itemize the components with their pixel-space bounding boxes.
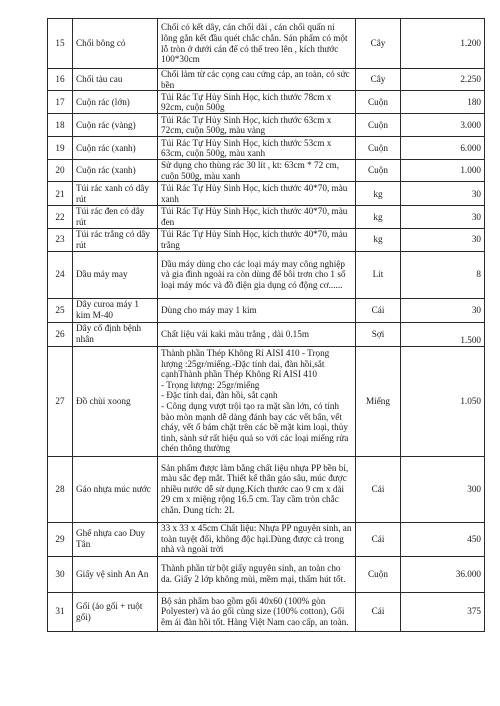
table-row (48, 160, 485, 182)
row-number: 22 (48, 206, 73, 228)
item-name: Túi rác đen có dây rút (73, 206, 158, 228)
item-name: Gáo nhựa múc nước (73, 456, 158, 522)
row-number: 18 (48, 114, 73, 137)
table-row (48, 298, 485, 322)
item-name: Đồ chùi xoong (73, 346, 158, 456)
item-unit: Cái (356, 456, 401, 522)
row-number: 25 (48, 298, 73, 322)
item-name: Dây curoa máy 1 kim M-40 (73, 298, 158, 322)
row-number: 21 (48, 182, 73, 206)
item-description: Chổi làm từ các cọng cau cứng cáp, an toàn, có sức bền (158, 69, 356, 91)
item-description: Dầu máy dùng cho các loại máy may công nghiệp và gia đình ngoài ra còn dùng để bôi trơn cho 1 số loại máy móc và đồ điện gia dụng có động cơ...... (158, 251, 356, 298)
item-quantity: 375 (401, 592, 485, 631)
row-number: 28 (48, 456, 73, 522)
item-unit: Lít (356, 251, 401, 298)
item-quantity: 8 (401, 251, 485, 298)
table-row (48, 137, 485, 160)
item-description: Túi Rác Tự Hủy Sinh Học, kích thước 63cm x 72cm, cuộn 500g, màu vàng (158, 114, 356, 137)
item-quantity: 30 (401, 228, 485, 251)
item-name: Dây cố định bệnh nhân (73, 322, 158, 346)
item-unit: Cuộn (356, 137, 401, 160)
item-description: Thành phần Thép Không Rỉ AISI 410 - Trọng lượng :25gr/miếng.-Đặc tính dai, đàn hồi,sắt cạnhThành phần Thép Không Rỉ AISI 410 - Trọng lượng: 25gr/miếng - Đặc tính dai, đàn hồi, sắt cạnh - Công dụng vượt trội tạo ra mặt sần lớn, có tính bào mòn mạnh dễ dàng đánh bay các vết bẩn, vết cháy, vết ố bám chặt trên các bề mặt kim loại, thủy tinh, sành sứ rất hiệu quả so với các loại miếng rửa chén thông thường (158, 346, 356, 456)
item-description: Dùng cho máy may 1 kim (158, 298, 356, 322)
item-unit: kg (356, 182, 401, 206)
item-unit: Miếng (356, 346, 401, 456)
table-row (48, 592, 485, 631)
item-name: Cuộn rác (vàng) (73, 114, 158, 137)
item-description: Túi Rác Tự Hủy Sinh Học, kích thước 40*70, màu xanh (158, 182, 356, 206)
item-name: Túi rác trắng có dây rút (73, 228, 158, 251)
table-row (48, 251, 485, 298)
row-number: 17 (48, 91, 73, 114)
item-quantity: 30 (401, 206, 485, 228)
item-description: Sản phẩm được làm bằng chất liệu nhựa PP bền bỉ, màu sắc đẹp mắt. Thiết kế thân gáo sâu, múc được nhiều nước dễ sử dụng.Kích thước cao 9 cm x dài 29 cm x miệng rộng 16.5 cm. Tay cầm tròn chắc chắn. Dung tích: 2L (158, 456, 356, 522)
item-name: Túi rác xanh có dây rút (73, 182, 158, 206)
item-description: Túi Rác Tự Hủy Sinh Học, kích thước 53cm x 63cm, cuộn 500g, màu xanh (158, 137, 356, 160)
item-name: Cuộn rác (xanh) (73, 160, 158, 182)
item-description: Túi Rác Tự Hủy Sinh Học, kích thước 78cm x 92cm, cuộn 500g (158, 91, 356, 114)
item-name: Cuộn rác (lớn) (73, 91, 158, 114)
row-number: 20 (48, 160, 73, 182)
item-name: Dầu máy may (73, 251, 158, 298)
item-unit: Cuộn (356, 114, 401, 137)
item-quantity: 1.200 (401, 19, 485, 69)
item-unit: Sợi (356, 322, 401, 346)
item-quantity: 3.000 (401, 114, 485, 137)
row-number: 26 (48, 322, 73, 346)
item-name: Chổi bông cỏ (73, 19, 158, 69)
item-unit: Cây (356, 69, 401, 91)
row-number: 31 (48, 592, 73, 631)
item-quantity: 36.000 (401, 556, 485, 592)
item-description: Chất liệu vải kaki màu trắng , dài 0.15m (158, 322, 356, 346)
row-number: 16 (48, 69, 73, 91)
item-description: Túi Rác Tự Hủy Sinh Học, kích thước 40*70, màu đen (158, 206, 356, 228)
row-number: 19 (48, 137, 73, 160)
item-unit: Cuộn (356, 91, 401, 114)
table-row (48, 346, 485, 456)
item-name: Cuộn rác (xanh) (73, 137, 158, 160)
row-number: 24 (48, 251, 73, 298)
table-body (48, 19, 485, 632)
item-description: Sử dụng cho thùng rác 30 lít , kt: 63cm * 72 cm, cuộn 500g, màu xanh (158, 160, 356, 182)
row-number: 30 (48, 556, 73, 592)
item-quantity: 1.000 (401, 160, 485, 182)
table-row (48, 182, 485, 206)
item-unit: Cây (356, 19, 401, 69)
table-row (48, 322, 485, 346)
table-row (48, 114, 485, 137)
table-row (48, 522, 485, 556)
item-quantity: 1.500 (401, 322, 485, 346)
item-quantity: 6.000 (401, 137, 485, 160)
table-row (48, 19, 485, 69)
item-unit: Cái (356, 522, 401, 556)
row-number: 23 (48, 228, 73, 251)
item-name: Ghế nhựa cao Duy Tân (73, 522, 158, 556)
item-description: 33 x 33 x 45cm Chất liệu: Nhựa PP nguyên sinh, an toàn tuyệt đối, không độc hại.Dùng được cả trong nhà và ngoài trời (158, 522, 356, 556)
item-unit: kg (356, 206, 401, 228)
table-row (48, 206, 485, 228)
item-unit: Cái (356, 592, 401, 631)
item-quantity: 2.250 (401, 69, 485, 91)
table-row (48, 69, 485, 91)
table-row (48, 456, 485, 522)
row-number: 27 (48, 346, 73, 456)
item-quantity: 180 (401, 91, 485, 114)
product-table (47, 18, 485, 632)
item-quantity: 1.050 (401, 346, 485, 456)
item-unit: Cuộn (356, 556, 401, 592)
row-number: 15 (48, 19, 73, 69)
item-description: Bộ sản phẩm bao gồm gối 40x60 (100% gòn Polyester) và áo gối cùng size (100% cotton), Gối êm ái đàn hồi tốt. Hàng Việt Nam cao cấp, an toàn. (158, 592, 356, 631)
item-quantity: 300 (401, 456, 485, 522)
item-description: Chổi có kết dây, cán chổi dài , cán chổi quấn ni lông gắn kết đầu quét chắc chắn. Sản phẩm có một lỗ tròn ở dưới cán để có thể treo lên , kích thước 100*30cm (158, 19, 356, 69)
item-unit: kg (356, 228, 401, 251)
item-unit: Cái (356, 298, 401, 322)
item-quantity: 450 (401, 522, 485, 556)
item-name: Chổi tàu cau (73, 69, 158, 91)
item-name: Gối (áo gối + ruột gối) (73, 592, 158, 631)
item-description: Túi Rác Tự Hủy Sinh Học, kích thước 40*70, màu trắng (158, 228, 356, 251)
row-number: 29 (48, 522, 73, 556)
item-name: Giấy vệ sinh An An (73, 556, 158, 592)
item-quantity: 30 (401, 182, 485, 206)
item-description: Thành phần từ bột giấy nguyên sinh, an toàn cho da. Giấy 2 lớp không mùi, mềm mại, thấm hút tốt. (158, 556, 356, 592)
table-row (48, 556, 485, 592)
item-quantity: 30 (401, 298, 485, 322)
item-unit: Cuộn (356, 160, 401, 182)
table-row (48, 228, 485, 251)
table-row (48, 91, 485, 114)
